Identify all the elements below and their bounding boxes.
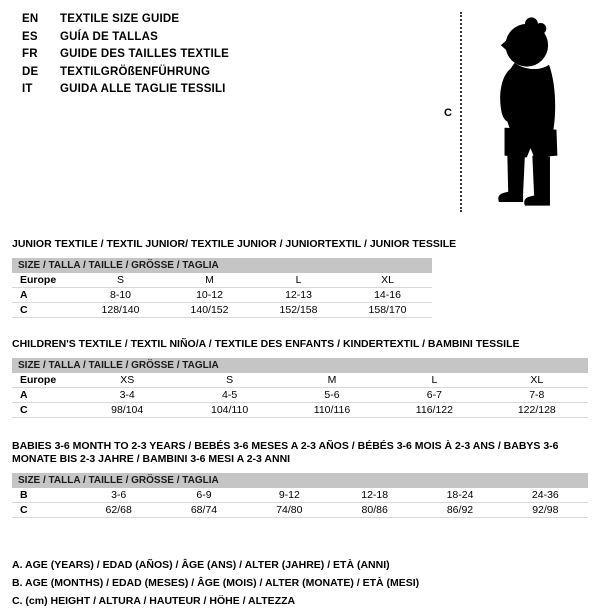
section-title: JUNIOR TEXTILE / TEXTIL JUNIOR/ TEXTILE JUNIOR / JUNIORTEXTIL / JUNIOR TESSILE [12,238,457,250]
table-cell: XS [120,374,135,386]
table-cell: 158/170 [368,304,407,316]
language-label: GUÍA DE TALLAS [60,30,158,43]
table-cell: 116/122 [415,404,453,416]
table-cell: XL [381,274,394,286]
language-code: ES [22,30,38,43]
row-label: C [20,404,28,416]
table-cell: 68/74 [190,504,218,516]
table-cell: 92/98 [532,504,559,516]
row-label: A [20,389,28,401]
table-cell: 6-7 [426,389,442,401]
table-row [12,403,588,418]
table-cell: M [205,274,214,286]
height-measure-line [460,12,462,212]
table-row [12,488,588,503]
table-size-header: SIZE / TALLA / TAILLE / GRÖSSE / TAGLIA [12,258,432,273]
language-code: IT [22,83,33,95]
table-cell: 98/104 [111,404,144,416]
table-cell: 24-36 [531,489,559,501]
table-cell: 8-10 [109,289,131,301]
table-cell: 74/80 [276,504,303,516]
language-code: DE [22,65,39,78]
table-row [12,273,432,288]
row-label: B [20,489,28,501]
language-label: GUIDE DES TAILLES TEXTILE [60,48,229,60]
table-cell: 104/110 [211,404,249,416]
children-size-table [12,358,588,418]
table-cell: L [295,274,302,286]
table-cell: 152/158 [279,304,318,316]
babies-size-table [12,473,588,518]
table-cell: 4-5 [222,389,238,401]
language-label: GUIDA ALLE TAGLIE TESSILI [60,83,226,95]
table-cell: 110/116 [313,404,351,416]
table-cell: 10-12 [196,289,223,301]
note-line-c: C. (cm) HEIGHT / ALTURA / HAUTEUR / HÖHE / ALTEZZA [12,595,296,607]
junior-textile-section [12,238,588,318]
table-size-header: SIZE / TALLA / TAILLE / GRÖSSE / TAGLIA [12,473,588,488]
table-cell: L [431,374,438,386]
height-figure [444,10,584,218]
baby-silhouette-icon [473,14,575,210]
row-label: C [20,504,28,516]
table-cell: 5-6 [324,389,340,401]
junior-size-table [12,258,432,318]
section-title: BABIES 3-6 MONTH TO 2-3 YEARS / BEBÉS 3-6 MESES A 2-3 AÑOS / BÉBÉS 3-6 MOIS À 2-3 ANS / BABYS 3-6 MONATE BIS 2-3 JAHRE / BAMBINI 3-6 MESI A 2-3 ANNI [12,440,559,465]
note-line-a: A. AGE (YEARS) / EDAD (AÑOS) / ÂGE (ANS) / ALTER (JAHRE) / ETÀ (ANNI) [12,559,390,571]
language-code: EN [22,13,39,25]
language-code: FR [22,48,38,60]
table-row [12,288,432,303]
row-label: C [20,304,28,316]
table-cell: S [116,274,124,286]
table-cell: 128/140 [101,304,140,316]
table-cell: 3-6 [111,489,127,501]
table-row [12,303,432,318]
table-cell: 14-16 [374,289,401,301]
table-cell: 7-8 [529,389,545,401]
table-cell: 140/152 [190,304,229,316]
babies-textile-section [12,440,588,518]
table-cell: 18-24 [446,489,474,501]
row-label: A [20,289,28,301]
table-cell: S [226,374,234,386]
header [12,10,588,218]
table-cell: 9-12 [278,489,300,501]
table-cell: 122/128 [517,404,556,416]
table-cell: 80/86 [361,504,388,516]
table-cell: 86/92 [446,504,474,516]
table-cell: 12-18 [361,489,389,501]
legend-notes [12,558,588,609]
table-cell: 6-9 [196,489,212,501]
height-measure-label: C [444,107,452,119]
table-cell: 3-4 [119,389,135,401]
section-title: CHILDREN'S TEXTILE / TEXTIL NIÑO/A / TEXTILE DES ENFANTS / KINDERTEXTIL / BAMBINI TESSILE [12,338,520,350]
note-line-b: B. AGE (MONTHS) / EDAD (MESES) / ÂGE (MOIS) / ALTER (MONATE) / ETÀ (MESI) [12,577,420,589]
table-cell: 62/68 [105,504,132,516]
table-cell: XL [530,374,544,386]
language-label: TEXTILGRÖßENFÜHRUNG [60,65,211,78]
row-label: Europe [20,274,57,286]
table-row [12,503,588,518]
row-label: Europe [20,374,57,386]
language-label: TEXTILE SIZE GUIDE [60,13,180,25]
children-textile-section [12,338,588,418]
table-cell: 12-13 [285,289,312,301]
table-row [12,388,588,403]
table-row [12,373,588,388]
table-cell: M [327,374,337,386]
table-size-header: SIZE / TALLA / TAILLE / GRÖSSE / TAGLIA [12,358,588,373]
